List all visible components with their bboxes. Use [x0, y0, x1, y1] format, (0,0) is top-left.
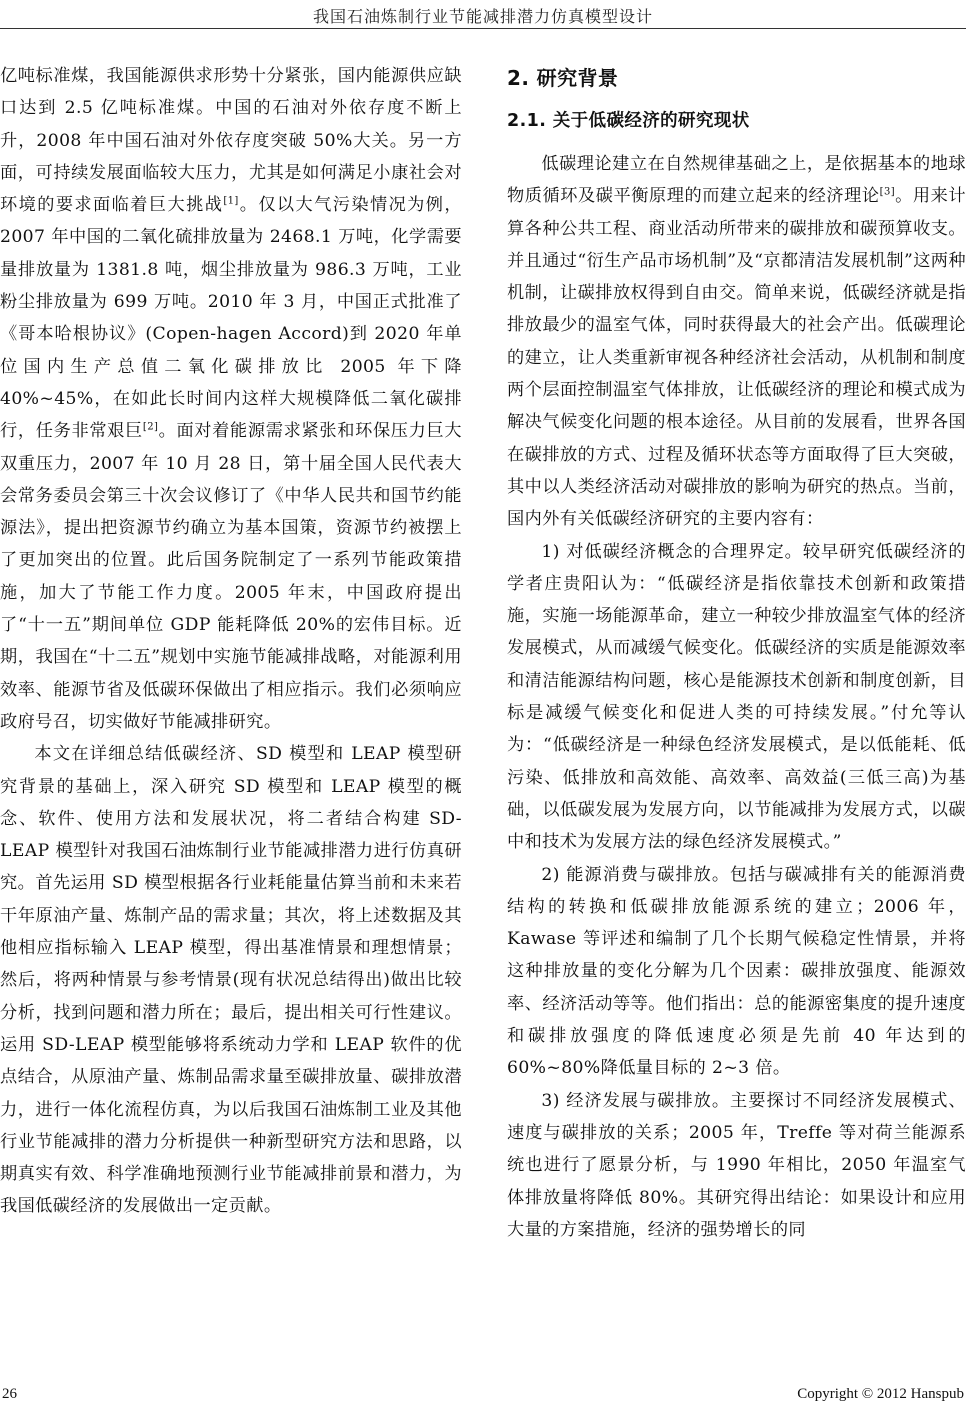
citation-3: [3]	[879, 186, 896, 198]
citation-2: [2]	[142, 421, 159, 433]
right-column	[507, 60, 966, 1246]
text-run: 。面对着能源需求紧张和环保压力巨大双重压力，2007 年 10 月 28 日，第十届全国人民代表大会常务委员会第三十次会议修订了《中华人民共和国节约能源法》，提出把资源节约确立为基本国策，资源节约被摆上了更加突出的位置。此后国务院制定了一系列节能政策措施，加大了节能工作力度。2005 年末，中国政府提出了“十一五”期间单位 GDP 能耗降低 20%的宏伟目标。近期，我国在“十二五”规划中实施节能减排战略，对能源利用效率、能源节省及低碳环保做出了相应指示。我们必须响应政府号召，切实做好节能减排研究。	[0, 421, 462, 732]
text-run: 。仅以大气污染情况为例，2007 年中国的二氧化硫排放量为 2468.1 万吨，化学需要量排放量为 1381.8 吨，烟尘排放量为 986.3 万吨，工业粉尘排放量为 699 万吨。2010 年 3 月，中国正式批准了《哥本哈根协议》(Copen-hagen Accord)到 2020 年单位国内生产总值二氧化碳排放比 2005 年下降 40%~45%，在如此长时间内这样大规模降低二氧化碳排行，任务非常艰巨	[0, 195, 462, 442]
paragraph-continued	[0, 60, 462, 738]
text-run: 亿吨标准煤，我国能源供求形势十分紧张，国内能源供应缺口达到 2.5 亿吨标准煤。中国的石油对外依存度不断上升，2008 年中国石油对外依存度突破 50%大关。另一方面，可持续发展面临较大压力，尤其是如何满足小康社会对环境的要求面临着巨大挑战	[0, 66, 462, 216]
page-number: 26	[2, 1386, 17, 1402]
left-column	[0, 60, 462, 1223]
subsection-heading: 2.1. 关于低碳经济的研究现状	[507, 111, 750, 131]
header-rule	[0, 28, 966, 29]
paragraph-overview: 本文在详细总结低碳经济、SD 模型和 LEAP 模型研究背景的基础上，深入研究 SD 模型和 LEAP 模型的概念、软件、使用方法和发展状况，将二者结合构建 SD-LEAP 模型针对我国石油炼制行业节能减排潜力进行仿真研究。首先运用 SD 模型根据各行业耗能量估算当前和未来若干年原油产量、炼制产品的需求量；其次，将上述数据及其他相应指标输入 LEAP 模型，得出基准情景和理想情景；然后，将两种情景与参考情景(现有状况总结得出)做出比较分析，找到问题和潜力所在；最后，提出相关可行性建议。运用 SD-LEAP 模型能够将系统动力学和 LEAP 软件的优点结合，从原油产量、炼制品需求量至碳排放量、碳排放潜力，进行一体化流程仿真，为以后我国石油炼制工业及其他行业节能减排的潜力分析提供一种新型研究方法和思路，以期真实有效、科学准确地预测行业节能减排前景和潜力，为我国低碳经济的发展做出一定贡献。	[0, 744, 462, 1217]
running-header: 我国石油炼制行业节能减排潜力仿真模型设计	[312, 7, 653, 26]
paragraph-low-carbon-theory	[507, 148, 966, 536]
section-heading: 2. 研究背景	[507, 66, 619, 90]
citation-1: [1]	[223, 195, 239, 207]
list-item-2: 2) 能源消费与碳排放。包括与碳减排有关的能源消费结构的转换和低碳排放能源系统的建立；2006 年，Kawase 等评述和编制了几个长期气候稳定性情景，并将这种排放量的变化分解为几个因素：碳排放强度、能源效率、经济活动等等。他们指出：总的能源密集度的提升速度和碳排放强度的降低速度必须是先前 40 年达到的 60%~80%降低量目标的 2~3 倍。	[507, 864, 966, 1079]
text-run: 低碳理论建立在自然规律基础之上，是依据基本的地球物质循环及碳平衡原理的而建立起来的经济理论	[507, 154, 966, 207]
text-run: 。用来计算各种公共工程、商业活动所带来的碳排放和碳预算收支。并且通过“衍生产品市场机制”及“京都清洁发展机制”这两种机制，让碳排放权得到自由交。简单来说，低碳经济就是指排放最少的温室气体，同时获得最大的社会产出。低碳理论的建立，让人类重新审视各种经济社会活动，从机制和制度两个层面控制温室气体排放，让低碳经济的理论和模式成为解决气候变化问题的根本途径。从目前的发展看，世界各国在碳排放的方式、过程及循环状态等方面取得了巨大突破，其中以人类经济活动对碳排放的影响为研究的热点。当前，国内外有关低碳经济研究的主要内容有：	[507, 186, 966, 530]
list-item-1: 1) 对低碳经济概念的合理界定。较早研究低碳经济的学者庄贵阳认为：“低碳经济是指依靠技术创新和政策措施，实施一场能源革命，建立一种较少排放温室气体的经济发展模式，从而减缓气候变化。低碳经济的实质是能源效率和清洁能源结构问题，核心是能源技术创新和制度创新，目标是减缓气候变化和促进人类的可持续发展。”付允等认为：“低碳经济是一种绿色经济发展模式，是以低能耗、低污染、低排放和高效能、高效率、高效益(三低三高)为基础，以低碳发展为发展方向，以节能减排为发展方式，以碳中和技术为发展方法的绿色经济发展模式。”	[507, 541, 966, 853]
list-item-3: 3) 经济发展与碳排放。主要探讨不同经济发展模式、速度与碳排放的关系；2005 年，Treffe 等对荷兰能源系统也进行了愿景分析，与 1990 年相比，2050 年温室气体排放量将降低 80%。其研究得出结论：如果设计和应用大量的方案措施，经济的强势增长的同	[507, 1090, 966, 1240]
copyright-notice: Copyright © 2012 Hanspub	[797, 1386, 964, 1402]
